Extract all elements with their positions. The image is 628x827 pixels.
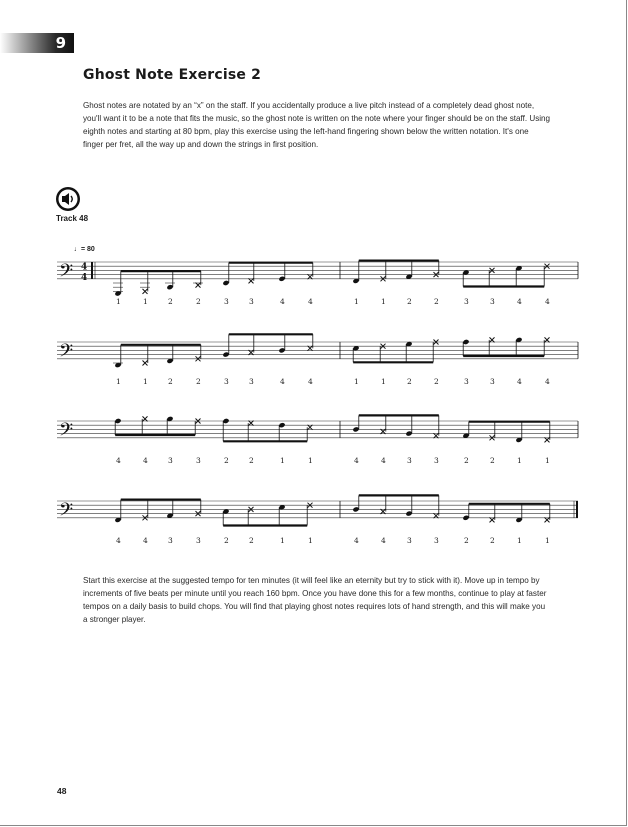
fingering-number: 2 [434, 376, 439, 386]
fingering-number: 3 [434, 535, 439, 545]
fingering-number: 1 [280, 455, 285, 465]
tempo-marking: ♩= 80 [74, 246, 95, 253]
time-sig-bottom: 4 [81, 272, 88, 283]
fingering-number: 4 [354, 455, 359, 465]
page-number: 48 [57, 786, 67, 796]
fingering-number: 2 [490, 535, 495, 545]
fingering-number: 1 [308, 535, 313, 545]
fingering-number: 3 [464, 296, 469, 306]
ghost-note [196, 283, 201, 288]
fingering-number: 2 [464, 535, 469, 545]
fingering-number: 3 [249, 296, 254, 306]
ghost-note [381, 509, 386, 514]
fingering-number: 4 [381, 455, 386, 465]
ghost-note [308, 425, 313, 430]
ghost-note [143, 361, 148, 366]
fingering-number: 1 [280, 535, 285, 545]
ghost-note [143, 416, 148, 421]
fingering-number: 3 [490, 376, 495, 386]
chapter-number: 9 [55, 34, 66, 52]
fingering-number: 4 [381, 535, 386, 545]
fingering-number: 1 [545, 535, 550, 545]
fingering-number: 3 [464, 376, 469, 386]
fingering-number: 1 [143, 376, 148, 386]
ghost-note [308, 346, 313, 351]
fingering-number: 1 [354, 376, 359, 386]
fingering-number: 3 [407, 455, 412, 465]
fingering-number: 3 [168, 455, 173, 465]
fingering-number: 4 [354, 535, 359, 545]
fingering-number: 1 [381, 376, 386, 386]
fingering-number: 1 [116, 376, 121, 386]
time-sig-top: 4 [81, 262, 88, 273]
ghost-note [249, 421, 254, 426]
fingering-number: 3 [249, 376, 254, 386]
fingering-number: 2 [196, 296, 201, 306]
fingering-number: 2 [434, 296, 439, 306]
fingering-number: 2 [196, 376, 201, 386]
intro-paragraph: Ghost notes are notated by an “x” on the staff. If you accidentally produce a live pitch instead of a completely dead ghost note, you'll want it to be a note that fits the music, so the ghost note is written on the note where your finger should be on the staff. Using eighth notes and starting at 80 bpm, play this exercise using the left-hand fingering shown below the written notation. It's one finger per fret, all the way up and down the strings in first position. [83, 101, 551, 149]
track-label: Track 48 [56, 214, 89, 223]
bass-clef-icon: 𝄢 [59, 340, 74, 366]
ghost-note [545, 517, 550, 522]
fingering-number: 1 [381, 296, 386, 306]
fingering-number: 4 [308, 376, 313, 386]
fingering-number: 2 [224, 455, 229, 465]
fingering-number: 4 [517, 296, 522, 306]
fingering-number: 4 [116, 535, 121, 545]
ghost-note [490, 337, 495, 342]
fingering-number: 1 [354, 296, 359, 306]
ghost-note [249, 350, 254, 355]
fingering-number: 1 [517, 455, 522, 465]
ghost-note [381, 429, 386, 434]
fingering-number: 3 [224, 296, 229, 306]
fingering-number: 2 [464, 455, 469, 465]
fingering-number: 3 [224, 376, 229, 386]
fingering-number: 2 [407, 296, 412, 306]
bass-clef-icon: 𝄢 [59, 499, 74, 525]
fingering-number: 4 [545, 376, 550, 386]
fingering-number: 4 [517, 376, 522, 386]
fingering-number: 1 [143, 296, 148, 306]
fingering-number: 2 [224, 535, 229, 545]
fingering-number: 4 [308, 296, 313, 306]
ghost-note [545, 437, 550, 442]
ghost-note [490, 517, 495, 522]
closing-paragraph: Start this exercise at the suggested tempo for ten minutes (it will feel like an eternity but try to stick with it). Move up in tempo by increments of five beats per minute until you reach 160 bpm. Once you have done this for a few months, continue to play at faster tempos on a daily basis to build chops. You will find that playing ghost notes requires lots of hand strength, and this will make you a stronger player. [83, 576, 547, 624]
fingering-number: 3 [168, 535, 173, 545]
fingering-number: 2 [168, 376, 173, 386]
ghost-note [143, 289, 148, 294]
fingering-number: 3 [434, 455, 439, 465]
fingering-number: 2 [249, 455, 254, 465]
fingering-number: 1 [116, 296, 121, 306]
ghost-note [545, 337, 550, 342]
fingering-number: 3 [407, 535, 412, 545]
ghost-note [249, 278, 254, 283]
fingering-number: 3 [490, 296, 495, 306]
bass-clef-icon: 𝄢 [59, 419, 74, 445]
page-title: Ghost Note Exercise 2 [83, 67, 262, 83]
fingering-number: 3 [196, 535, 201, 545]
bass-clef-icon: 𝄢 [59, 260, 74, 286]
fingering-number: 2 [490, 455, 495, 465]
fingering-number: 4 [143, 455, 148, 465]
ghost-note [308, 274, 313, 279]
fingering-number: 4 [545, 296, 550, 306]
fingering-number: 2 [407, 376, 412, 386]
fingering-number: 1 [545, 455, 550, 465]
fingering-number: 3 [196, 455, 201, 465]
ghost-note [434, 513, 439, 518]
fingering-number: 1 [308, 455, 313, 465]
fingering-number: 2 [168, 296, 173, 306]
fingering-number: 2 [249, 535, 254, 545]
fingering-number: 4 [280, 376, 285, 386]
fingering-number: 4 [116, 455, 121, 465]
fingering-number: 1 [517, 535, 522, 545]
fingering-number: 4 [143, 535, 148, 545]
ghost-note [434, 433, 439, 438]
fingering-number: 4 [280, 296, 285, 306]
